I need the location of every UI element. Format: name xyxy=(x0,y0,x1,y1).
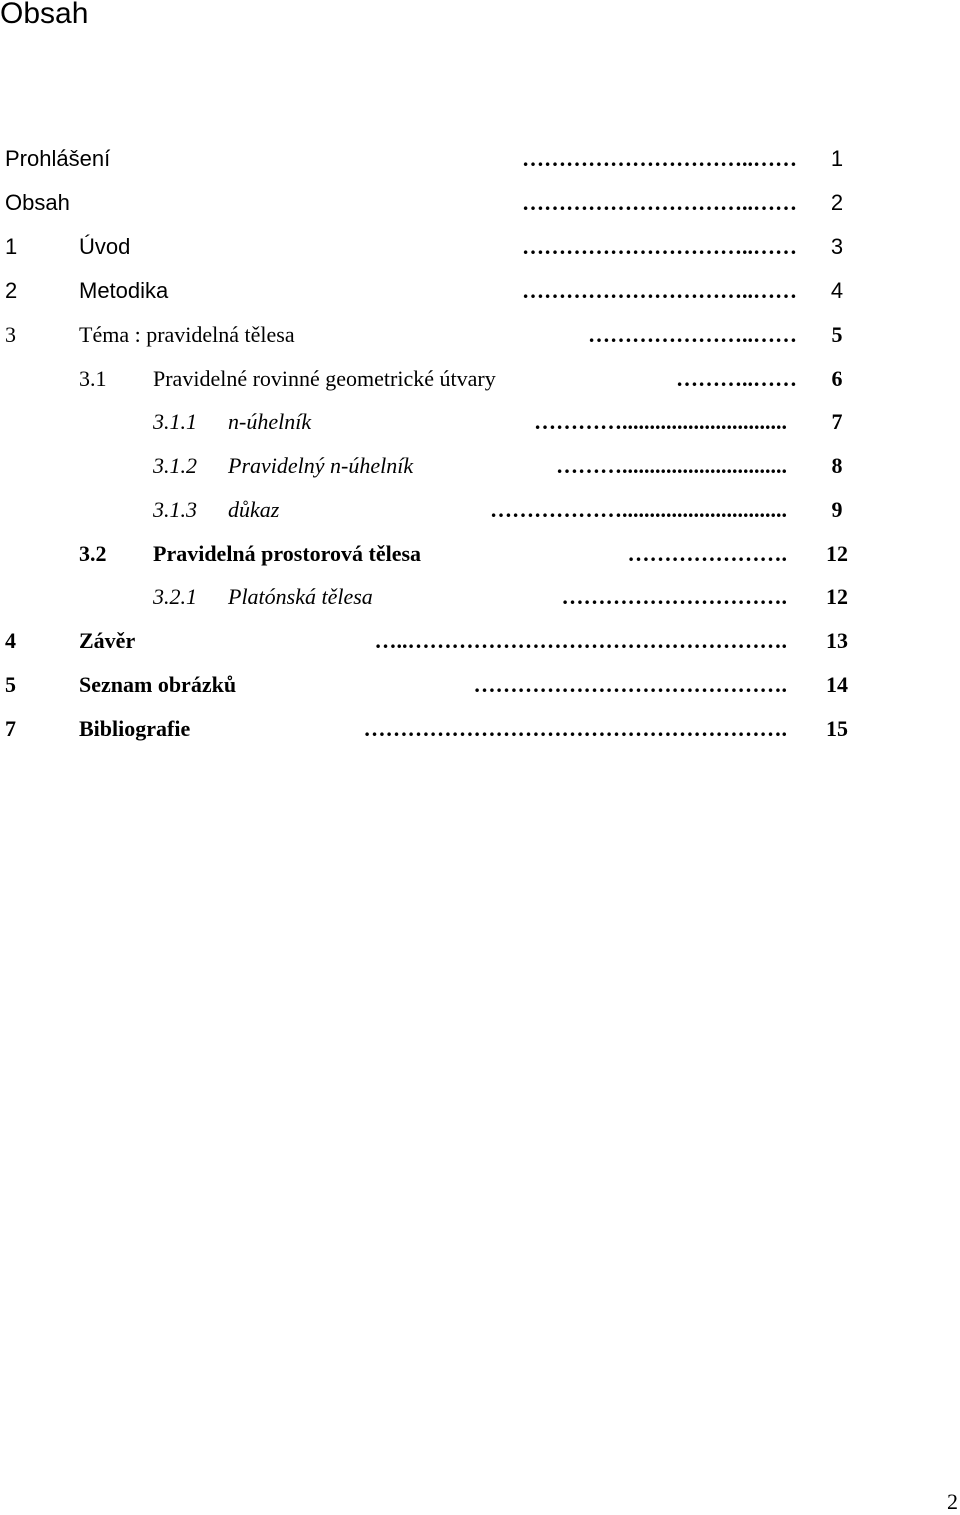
toc-entry-number: 3.2.1 xyxy=(153,584,197,609)
toc-entry-number: 3.1.1 xyxy=(153,409,197,434)
toc-entry-number: 1 xyxy=(5,234,18,259)
toc-entry-3-2-1[interactable] xyxy=(0,582,960,612)
toc-entry-title: Pravidelná prostorová tělesa xyxy=(153,541,422,566)
toc-entry-number: 3.2 xyxy=(79,541,107,566)
toc-entry-number: 3 xyxy=(5,322,16,347)
toc-entry-page: 7 xyxy=(831,409,843,434)
toc-entry-prohlaseni[interactable] xyxy=(0,144,960,174)
toc-entry-page: 12 xyxy=(826,541,848,566)
toc-entry-bibliografie[interactable] xyxy=(0,714,960,744)
toc-entry-3-1-2[interactable] xyxy=(0,451,960,481)
toc-entry-leader: …………………………………………………. xyxy=(363,716,787,741)
toc-entry-3-1[interactable] xyxy=(0,364,960,394)
toc-entry-page: 1 xyxy=(830,146,844,171)
toc-entry-title: Seznam obrázků xyxy=(79,672,237,697)
toc-entry-metodika[interactable] xyxy=(0,276,960,306)
toc-entry-leader: ………..…… xyxy=(676,366,797,391)
toc-entry-leader: …………………………..…… xyxy=(522,190,797,215)
toc-entry-title: Obsah xyxy=(5,190,70,215)
toc-entry-page: 8 xyxy=(831,453,843,478)
toc-entry-page: 14 xyxy=(826,672,848,697)
toc-entry-leader: …………………………..…… xyxy=(522,234,797,259)
toc-entry-leader: ……………….............................. xyxy=(490,497,787,522)
toc-entry-title: Metodika xyxy=(79,278,169,303)
toc-entry-number: 5 xyxy=(5,672,16,697)
toc-entry-number: 3.1 xyxy=(79,366,107,391)
toc-entry-3-1-3[interactable] xyxy=(0,495,960,525)
toc-entry-page: 12 xyxy=(826,584,848,609)
toc-entry-title: Téma : pravidelná tělesa xyxy=(79,322,295,347)
toc-entry-title: Platónská tělesa xyxy=(228,584,373,609)
toc-entry-title: Pravidelné rovinné geometrické útvary xyxy=(153,366,496,391)
toc-entry-title: Prohlášení xyxy=(5,146,111,171)
toc-entry-number: 7 xyxy=(5,716,16,741)
toc-entry-page: 13 xyxy=(826,628,848,653)
toc-entry-page: 4 xyxy=(830,278,844,303)
toc-entry-title: důkaz xyxy=(228,497,280,522)
toc-entry-number: 2 xyxy=(5,278,18,303)
footer-page-number: 2 xyxy=(947,1489,958,1514)
toc-entry-number: 3.1.3 xyxy=(153,497,197,522)
toc-entry-leader: …………………………..…… xyxy=(522,278,797,303)
toc-entry-title: n-úhelník xyxy=(228,409,312,434)
toc-entry-leader: …………………. xyxy=(627,541,787,566)
toc-entry-seznam-obrazku[interactable] xyxy=(0,670,960,700)
toc-entry-page: 5 xyxy=(831,322,843,347)
toc-entry-leader: …………………..…… xyxy=(588,322,797,347)
toc-entry-page: 3 xyxy=(830,234,844,259)
toc-entry-page: 2 xyxy=(830,190,844,215)
toc-entry-obsah[interactable] xyxy=(0,188,960,218)
toc-entry-leader: …..……………………………………………. xyxy=(374,628,787,653)
toc-entry-zaver[interactable] xyxy=(0,626,960,656)
toc-entry-page: 9 xyxy=(831,497,843,522)
toc-entry-leader: ………….............................. xyxy=(534,409,787,434)
toc-entry-3-2[interactable] xyxy=(0,539,960,569)
toc-entry-leader: …………………………..…… xyxy=(522,146,797,171)
page-title: Obsah xyxy=(0,0,89,30)
toc-entry-uvod[interactable] xyxy=(0,232,960,262)
toc-entry-number: 4 xyxy=(5,628,16,653)
toc-entry-3-1-1[interactable] xyxy=(0,407,960,437)
toc-entry-title: Pravidelný n-úhelník xyxy=(228,453,414,478)
toc-entry-title: Závěr xyxy=(79,628,136,653)
toc-entry-page: 6 xyxy=(831,366,843,391)
toc-entry-leader: ……………………………………. xyxy=(473,672,787,697)
toc-entry-tema[interactable] xyxy=(0,320,960,350)
toc-entry-page: 15 xyxy=(826,716,848,741)
toc-entry-title: Bibliografie xyxy=(79,716,191,741)
toc-entry-leader: …………………………. xyxy=(561,584,787,609)
toc-entry-title: Úvod xyxy=(79,234,131,259)
toc-entry-leader: ……….............................. xyxy=(556,453,787,478)
toc-entry-number: 3.1.2 xyxy=(153,453,197,478)
